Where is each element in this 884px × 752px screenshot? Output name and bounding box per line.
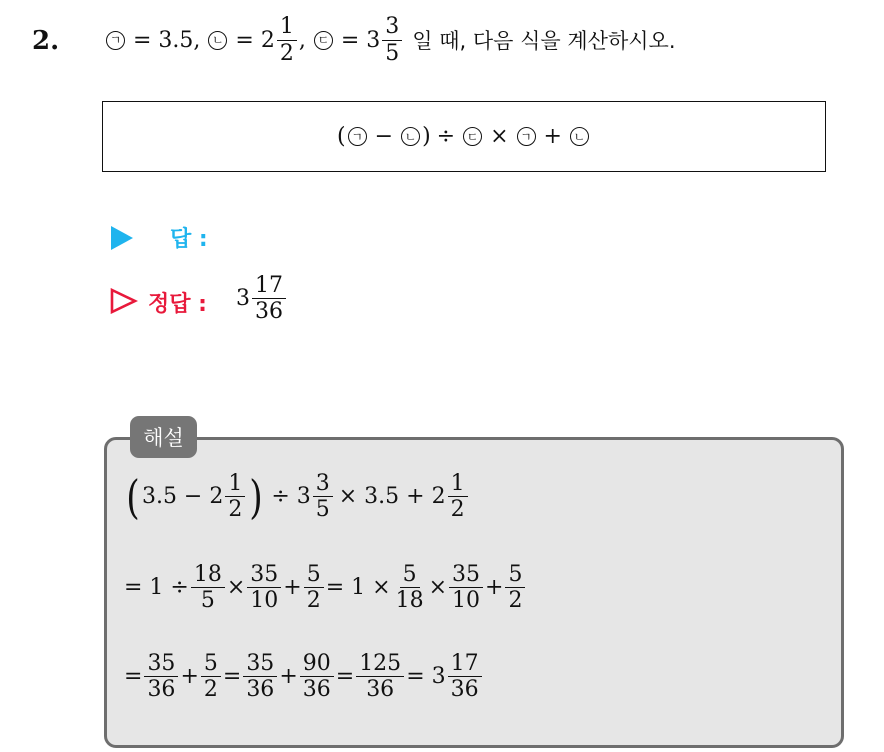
fraction-c [382, 15, 402, 64]
term: + [485, 575, 504, 601]
solution-line-2 [124, 563, 527, 612]
question-text [104, 14, 676, 66]
big-open-paren: ( [126, 469, 140, 524]
term: + [180, 664, 199, 690]
fraction-denominator: 36 [246, 677, 275, 703]
open-paren: ( [337, 124, 346, 149]
term: × [428, 575, 448, 601]
fraction-numerator: 35 [243, 652, 277, 677]
circled-nieun: ㄴ [401, 127, 420, 146]
fraction-numerator: 18 [191, 563, 225, 588]
term: = 1 ÷ [124, 575, 189, 601]
instruction-text: 일 때, 다음 식을 계산하시오. [412, 29, 676, 53]
minus-sign: − [374, 124, 394, 149]
fraction-numerator: 35 [449, 563, 483, 588]
correct-answer-value [236, 274, 288, 323]
fraction [448, 472, 468, 521]
circled-nieun: ㄴ [208, 31, 227, 50]
term: = [335, 664, 355, 690]
fraction-numerator: 3 [313, 472, 333, 497]
fraction-numerator: 1 [448, 472, 468, 497]
question-number: 2. [32, 26, 60, 56]
fraction-denominator: 2 [306, 588, 321, 614]
fraction-numerator: 125 [356, 652, 404, 677]
value-b-whole: = 2 [235, 27, 275, 53]
value-c-whole: = 3 [340, 27, 381, 53]
answer-triangle-icon [111, 226, 133, 250]
divide-sign: ÷ [436, 124, 456, 149]
fraction-numerator: 5 [304, 563, 324, 588]
fraction [201, 652, 221, 701]
whole-part: 3 [236, 286, 250, 312]
term: 3.5 − 2 [141, 484, 224, 510]
fraction [247, 563, 281, 612]
fraction [304, 563, 324, 612]
fraction-denominator: 2 [450, 497, 465, 523]
times-sign: × [490, 124, 509, 149]
fraction-numerator: 17 [448, 652, 482, 677]
solution-tag: 해설 [130, 416, 197, 458]
fraction [243, 652, 277, 701]
circled-digeut: ㄷ [314, 31, 333, 50]
circled-nieun: ㄴ [570, 127, 589, 146]
fraction-numerator: 5 [505, 563, 525, 588]
fraction-numerator: 35 [144, 652, 178, 677]
fraction [300, 652, 334, 701]
close-paren: ) [422, 124, 431, 149]
fraction-numerator: 1 [277, 15, 297, 40]
fraction-numerator: 1 [225, 472, 245, 497]
term: ÷ 3 [271, 484, 311, 510]
term: × [226, 575, 246, 601]
fraction-denominator: 2 [508, 588, 523, 614]
answer-label: 답 : [170, 227, 208, 252]
fraction-denominator: 10 [452, 588, 481, 614]
term: = [222, 664, 242, 690]
fraction [313, 472, 333, 521]
value-a: = 3.5, [133, 27, 201, 53]
solution-line-3 [124, 652, 484, 701]
circled-giyeok: ㄱ [106, 31, 125, 50]
correct-answer-label: 정답 : [148, 292, 207, 317]
circled-digeut: ㄷ [463, 127, 482, 146]
fraction-denominator: 36 [302, 677, 331, 703]
fraction [449, 563, 483, 612]
fraction-numerator: 35 [247, 563, 281, 588]
term: = 3 [406, 664, 446, 690]
fraction [448, 652, 482, 701]
fraction [191, 563, 225, 612]
fraction-denominator: 5 [200, 588, 215, 614]
fraction-denominator: 2 [228, 497, 243, 523]
fraction [252, 274, 286, 323]
fraction [505, 563, 525, 612]
circled-giyeok: ㄱ [348, 127, 367, 146]
fraction-denominator: 36 [366, 677, 395, 703]
fraction [144, 652, 178, 701]
plus-sign: + [543, 124, 562, 149]
fraction-denominator: 5 [315, 497, 330, 523]
fraction-denominator: 36 [450, 677, 479, 703]
fraction-denominator: 5 [385, 40, 400, 66]
fraction [393, 563, 427, 612]
term: + [283, 575, 302, 601]
fraction-numerator: 5 [400, 563, 420, 588]
expression-box [102, 101, 826, 172]
circled-giyeok: ㄱ [517, 127, 536, 146]
fraction-denominator: 36 [147, 677, 176, 703]
term: = 1 × [325, 575, 391, 601]
fraction-b [277, 15, 297, 64]
fraction-numerator: 17 [252, 274, 286, 299]
fraction-numerator: 90 [300, 652, 334, 677]
fraction-denominator: 36 [255, 299, 283, 325]
solution-line-1 [124, 469, 470, 524]
fraction-numerator: 5 [201, 652, 221, 677]
fraction-denominator: 10 [250, 588, 279, 614]
fraction [225, 472, 245, 521]
fraction-denominator: 18 [395, 588, 424, 614]
fraction-numerator: 3 [382, 15, 402, 40]
big-close-paren: ) [249, 469, 264, 524]
correct-answer-triangle-icon [110, 288, 138, 314]
term: + [279, 664, 298, 690]
term: × 3.5 + 2 [338, 484, 446, 510]
fraction-denominator: 2 [203, 677, 218, 703]
comma: , [298, 27, 306, 53]
term: = [124, 664, 143, 690]
fraction-denominator: 2 [279, 40, 294, 66]
fraction [356, 652, 404, 701]
